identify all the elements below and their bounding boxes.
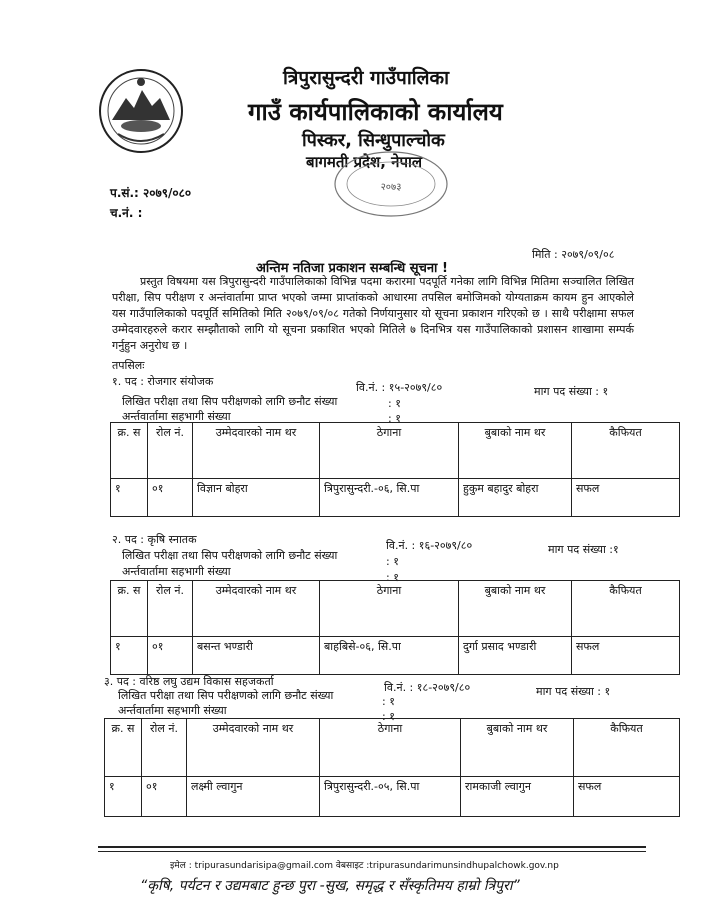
post-1-title: १. पद : रोजगार संयोजक <box>112 375 214 388</box>
cell-remarks: सफल <box>574 777 680 817</box>
post-3-title: ३. पद : वरिष्ठ लघु उद्यम विकास सहजकर्ता <box>104 675 274 688</box>
post-2-written-label: लिखित परीक्षा तथा सिप परीक्षणको लागि छनौट संख्या <box>122 549 338 562</box>
cell-remarks: सफल <box>572 479 680 517</box>
col-roll: रोल नं. <box>148 581 193 637</box>
col-name: उम्मेदवारको नाम थर <box>187 719 320 777</box>
col-remarks: कैफियत <box>574 719 680 777</box>
post-1-maag: माग पद संख्या : १ <box>534 385 609 398</box>
col-father: बुबाको नाम थर <box>459 581 572 637</box>
cell-sn: १ <box>111 637 148 675</box>
municipality-name: त्रिपुरासुन्दरी गाउँपालिका <box>283 67 450 89</box>
post-1-vign: वि.नं. : १५-२०७९/८० <box>356 381 443 394</box>
notice-date: मिति : २०७९/०९/०८ <box>532 248 615 261</box>
footer-contact: इमेल : tripurasundarisipa@gmail.com वेबसाइट :tripurasundarimunsindhupalchowk.gov.np <box>170 861 559 871</box>
post-3-maag: माग पद संख्या : १ <box>536 685 611 698</box>
cell-roll: ०१ <box>142 777 187 817</box>
dispatch-number: च.नं. : <box>110 206 143 220</box>
col-name: उम्मेदवारको नाम थर <box>193 581 320 637</box>
col-sn: क्र. स <box>111 423 148 479</box>
col-father: बुबाको नाम थर <box>459 423 572 479</box>
cell-address: त्रिपुरासुन्दरी.-०५, सि.पा <box>320 777 461 817</box>
table-header-row <box>111 423 680 479</box>
cell-father: रामकाजी ल्वागुन <box>461 777 574 817</box>
table-row <box>111 637 680 675</box>
col-remarks: कैफियत <box>572 581 680 637</box>
post-3-interview-label: अर्न्तवार्तामा सहभागी संख्या <box>118 704 227 717</box>
post-2-written-value: : १ <box>386 555 399 568</box>
cell-name: बसन्त भण्डारी <box>193 637 320 675</box>
table-header-row <box>111 581 680 637</box>
cell-name: विज्ञान बोहरा <box>193 479 320 517</box>
post-1-interview-value: : १ <box>388 412 401 425</box>
post-3-written-value: : १ <box>382 695 395 708</box>
province-country: बागमती प्रदेश, नेपाल <box>306 153 423 171</box>
cell-sn: १ <box>105 777 142 817</box>
reference-number: प.सं.: २०७९/०८० <box>110 186 192 200</box>
col-sn: क्र. स <box>111 581 148 637</box>
post-1-results-table <box>110 422 680 517</box>
cell-sn: १ <box>111 479 148 517</box>
cell-address: त्रिपुरासुन्दरी.-०६, सि.पा <box>320 479 459 517</box>
post-3-vign: वि.नं. : १८-२०७९/८० <box>384 681 471 694</box>
cell-remarks: सफल <box>572 637 680 675</box>
col-address: ठेगाना <box>320 581 459 637</box>
post-3-interview-value: : १ <box>382 710 395 723</box>
post-1-written-value: : १ <box>388 397 401 410</box>
col-address: ठेगाना <box>320 423 459 479</box>
post-2-title: २. पद : कृषि स्नातक <box>112 533 197 546</box>
post-3-written-label: लिखित परीक्षा तथा सिप परीक्षणको लागि छनौट संख्या <box>118 689 334 702</box>
cell-father: हुकुम बहादुर बोहरा <box>459 479 572 517</box>
seal-year: २०७३ <box>380 182 402 193</box>
nepal-emblem-logo <box>98 68 184 154</box>
cell-roll: ०१ <box>148 637 193 675</box>
table-row <box>111 479 680 517</box>
col-roll: रोल नं. <box>148 423 193 479</box>
post-2-results-table <box>110 580 680 675</box>
office-name: गाउँ कार्यपालिकाको कार्यालय <box>248 98 503 126</box>
post-2-maag: माग पद संख्या :१ <box>548 543 619 556</box>
footer-slogan: “कृषि, पर्यटन र उद्यमबाट हुन्छ पुरा -सुख, समृद्ध र सँस्कृतिमय हाम्रो त्रिपुरा” <box>140 878 520 894</box>
cell-father: दुर्गा प्रसाद भण्डारी <box>459 637 572 675</box>
table-header-row <box>105 719 680 777</box>
col-roll: रोल नं. <box>142 719 187 777</box>
post-1-interview-label: अर्न्तवार्तामा सहभागी संख्या <box>122 410 231 423</box>
col-address: ठेगाना <box>320 719 461 777</box>
col-name: उम्मेदवारको नाम थर <box>193 423 320 479</box>
post-3-results-table <box>104 718 680 817</box>
table-row <box>105 777 680 817</box>
notice-title: अन्तिम नतिजा प्रकाशन सम्बन्धि सूचना ! <box>256 261 448 276</box>
col-father: बुबाको नाम थर <box>461 719 574 777</box>
office-seal-stamp <box>332 150 450 218</box>
post-2-vign: वि.नं. : १६-२०७९/८० <box>386 539 473 552</box>
office-address: पिस्कर, सिन्धुपाल्चोक <box>302 130 445 151</box>
footer-divider-bottom <box>98 851 646 852</box>
details-label: तपसिलः <box>112 359 145 372</box>
cell-roll: ०१ <box>148 479 193 517</box>
footer-divider-top <box>98 846 646 848</box>
post-2-interview-label: अर्न्तवार्तामा सहभागी संख्या <box>122 565 231 578</box>
notice-body: प्रस्तुत विषयमा यस त्रिपुरासुन्दरी गाउँपालिकाको विभिन्न पदमा करारमा पदपूर्ति गनेका लागि विभिन्न मितिमा सञ्चालित लिखित परीक्षा, सिप परीक्षण र अन्तंवार्तामा प्राप्त भएको जम्मा प्राप्तांकको आधारमा तपसिल बमोजिमको योग्यताक्रम कायम हुन आएकोले यस गाउँपालिकाको पदपूर्ति समितिको मिति २०७९/०९/०८ गतेको निर्णयानुसार यो सूचना प्रकाशन गरिएको छ । साथै परीक्षामा सफल उम्मेदवारहरुले करार सम्झौताको लागि यो सूचना प्रकाशित भएको मितिले ७ दिनभित्र यस गाउँपालिकाको प्रशासन शाखामा सम्पर्क गर्नुहुन अनुरोध छ । <box>112 275 634 352</box>
post-2-interview-value: : १ <box>386 571 399 584</box>
col-sn: क्र. स <box>105 719 142 777</box>
cell-name: लक्ष्मी ल्वागुन <box>187 777 320 817</box>
col-remarks: कैफियत <box>572 423 680 479</box>
cell-address: बाहबिसे-०६, सि.पा <box>320 637 459 675</box>
post-1-written-label: लिखित परीक्षा तथा सिप परीक्षणको लागि छनौट संख्या <box>122 395 338 408</box>
